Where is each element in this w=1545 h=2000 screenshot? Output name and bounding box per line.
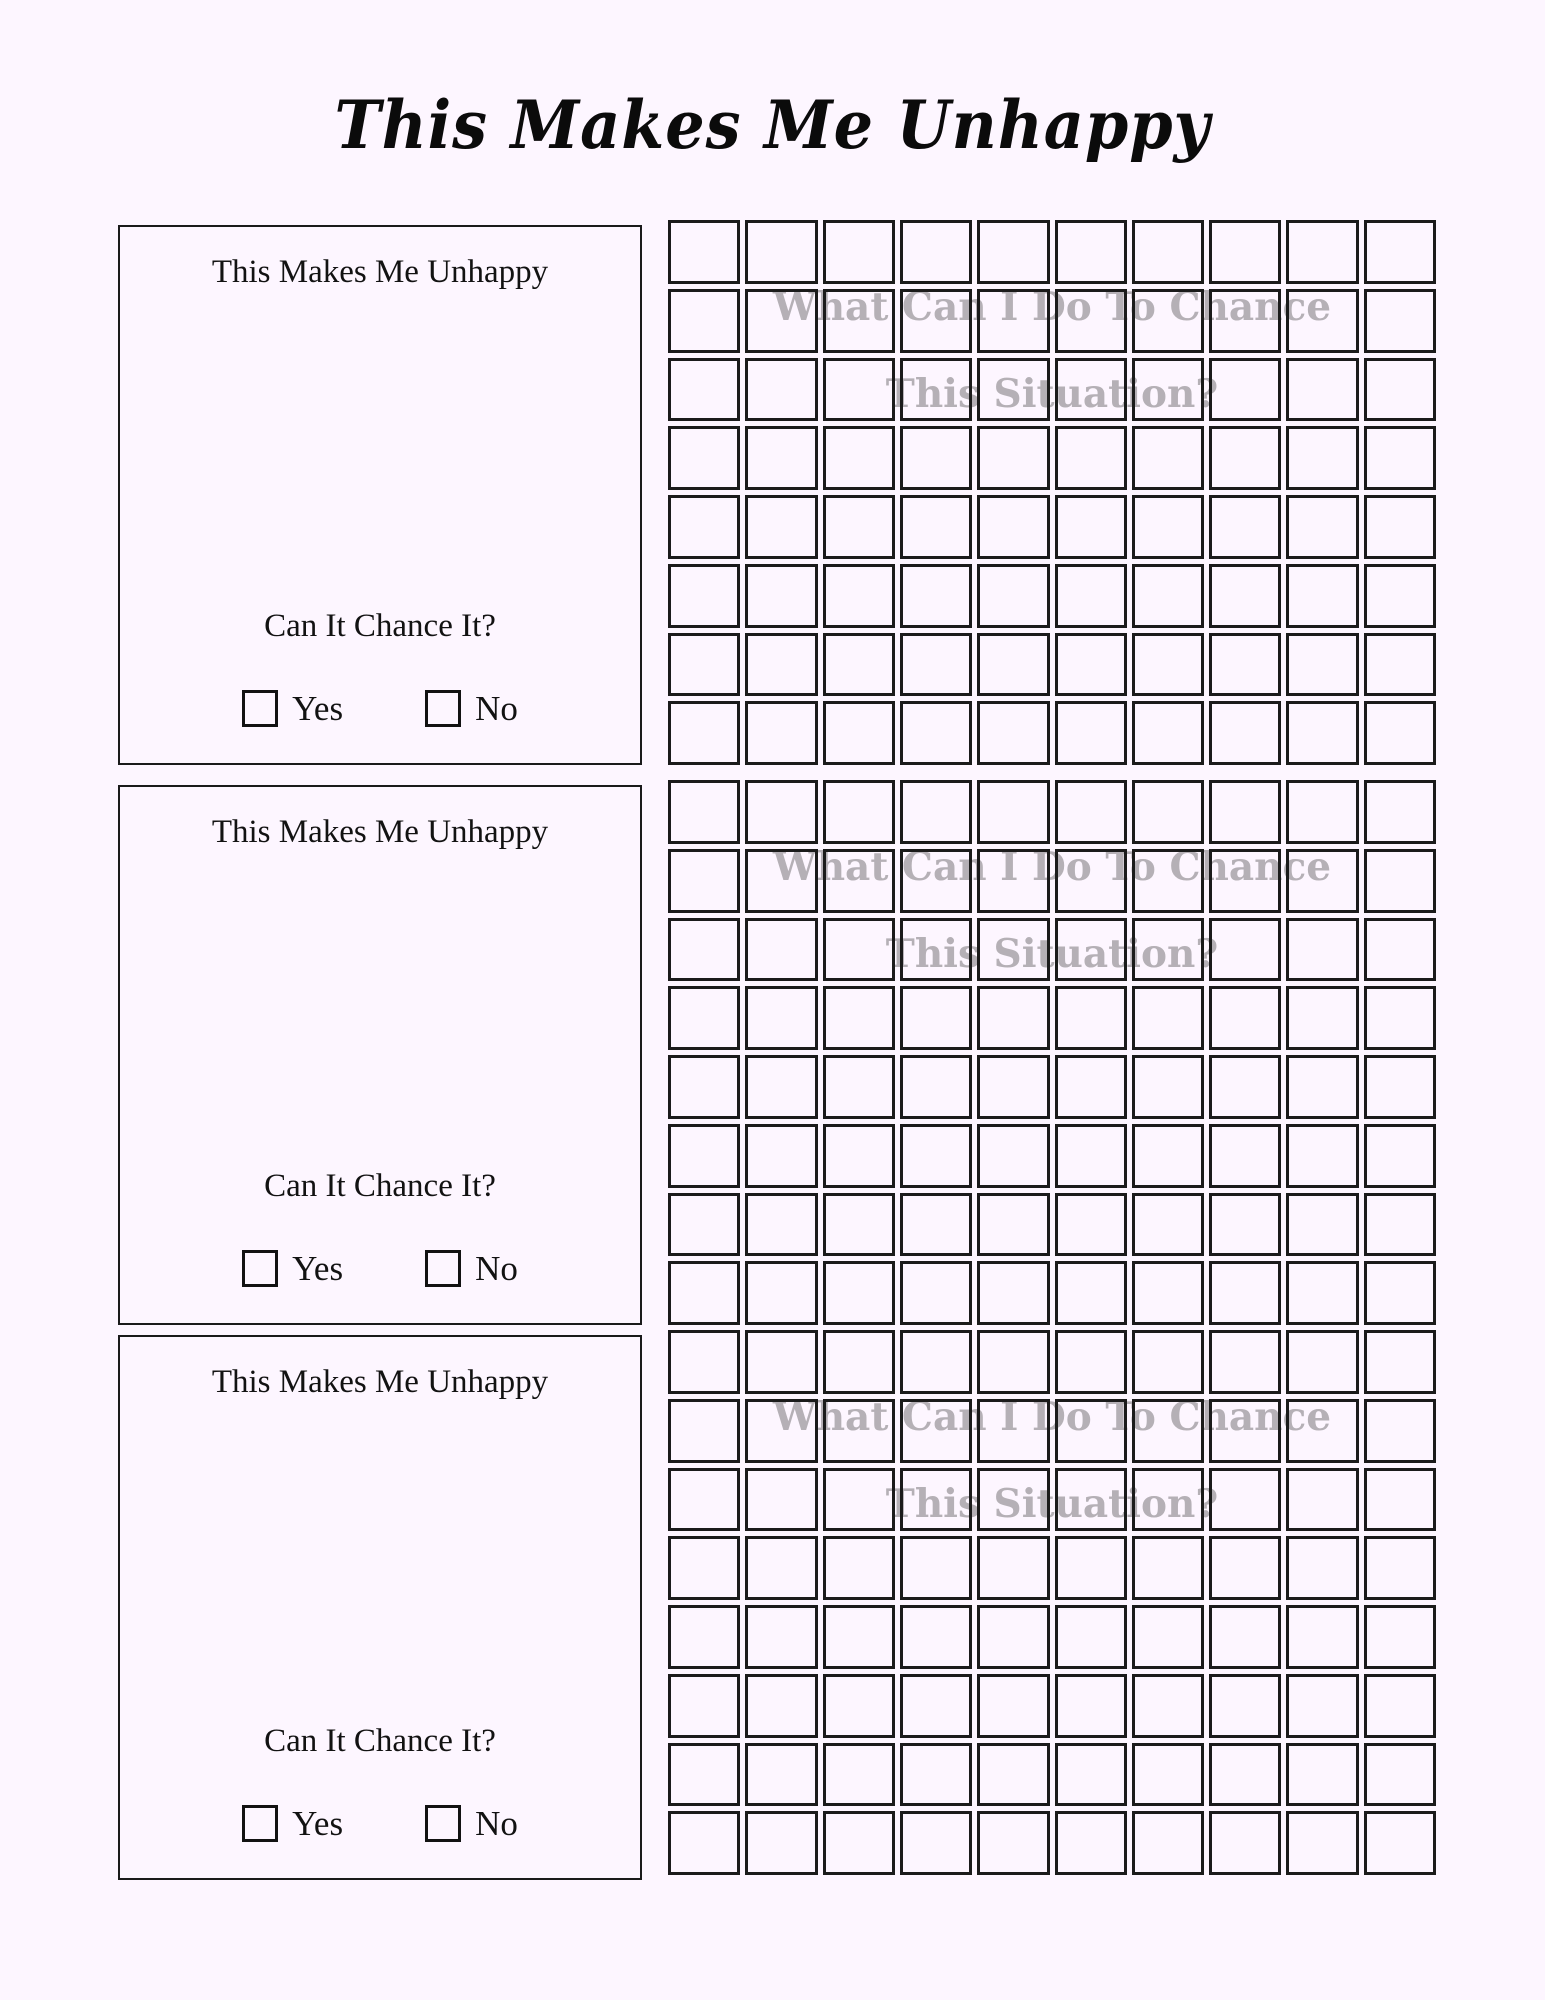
action-cell[interactable] (1132, 426, 1204, 490)
action-cell[interactable] (1286, 633, 1358, 697)
action-cell[interactable] (823, 1124, 895, 1188)
action-cell[interactable] (1286, 1743, 1358, 1807)
action-cell[interactable] (745, 358, 817, 422)
action-cell[interactable] (1364, 780, 1436, 844)
grid-watermark-line-2b: This Situation? (885, 931, 1219, 978)
action-cell[interactable] (1209, 358, 1281, 422)
action-cell[interactable] (1364, 289, 1436, 353)
action-cell[interactable] (1364, 1124, 1436, 1188)
action-cell[interactable] (823, 1674, 895, 1738)
action-cell[interactable] (1364, 1811, 1436, 1875)
action-cell[interactable] (668, 220, 740, 284)
action-cell[interactable] (1209, 1055, 1281, 1119)
action-cell[interactable] (745, 1468, 817, 1532)
action-cell[interactable] (1286, 1536, 1358, 1600)
action-cell[interactable] (823, 1399, 895, 1463)
action-cell[interactable] (1055, 1605, 1127, 1669)
action-cell[interactable] (900, 358, 972, 422)
action-cell[interactable] (900, 633, 972, 697)
action-cell[interactable] (1286, 701, 1358, 765)
action-cell[interactable] (823, 1193, 895, 1257)
action-cell[interactable] (900, 564, 972, 628)
panel-question-3: Can It Chance It? (264, 1723, 496, 1759)
action-cell[interactable] (823, 1330, 895, 1394)
action-cell[interactable] (823, 986, 895, 1050)
action-cell[interactable] (1286, 849, 1358, 913)
action-cell[interactable] (977, 849, 1049, 913)
action-cell[interactable] (1132, 1055, 1204, 1119)
action-cell[interactable] (900, 780, 972, 844)
action-cell[interactable] (1132, 1468, 1204, 1532)
action-cell[interactable] (1286, 1124, 1358, 1188)
action-cell[interactable] (1209, 1193, 1281, 1257)
action-cell[interactable] (745, 633, 817, 697)
panel-heading-1: This Makes Me Unhappy (211, 254, 549, 290)
choice-row-3 (120, 1805, 640, 1842)
choice-no-1[interactable] (425, 690, 518, 727)
action-cell[interactable] (977, 1674, 1049, 1738)
action-cell[interactable] (1286, 1605, 1358, 1669)
action-cell[interactable] (1364, 918, 1436, 982)
action-cell[interactable] (668, 1330, 740, 1394)
action-cell[interactable] (1364, 1330, 1436, 1394)
action-cell[interactable] (1364, 564, 1436, 628)
action-cell[interactable] (823, 220, 895, 284)
action-cell[interactable] (1286, 1193, 1358, 1257)
action-cell[interactable] (1055, 1468, 1127, 1532)
action-cell[interactable] (745, 495, 817, 559)
action-cell[interactable] (823, 1468, 895, 1532)
action-cell[interactable] (1209, 220, 1281, 284)
action-cell[interactable] (1055, 1743, 1127, 1807)
action-cell[interactable] (1209, 564, 1281, 628)
action-cell[interactable] (668, 1743, 740, 1807)
action-cell[interactable] (1055, 1330, 1127, 1394)
action-grid-3[interactable] (668, 1330, 1436, 1875)
action-cell[interactable] (1132, 780, 1204, 844)
action-cell[interactable] (1209, 1124, 1281, 1188)
action-cell[interactable] (1209, 289, 1281, 353)
action-cell[interactable] (1055, 1674, 1127, 1738)
action-cell[interactable] (1132, 358, 1204, 422)
action-cell[interactable] (977, 1743, 1049, 1807)
choice-yes-label-1: Yes (292, 689, 344, 728)
action-cell[interactable] (745, 1399, 817, 1463)
action-cell[interactable] (1055, 1055, 1127, 1119)
choice-no-label-2: No (475, 1249, 518, 1288)
action-cell[interactable] (1055, 633, 1127, 697)
action-cell[interactable] (1132, 1605, 1204, 1669)
action-cell[interactable] (900, 918, 972, 982)
action-cell[interactable] (1055, 1124, 1127, 1188)
grid-watermark-line-1a: What Can I Do To Chance (772, 283, 1332, 330)
choice-row-1 (120, 690, 640, 727)
action-cell[interactable] (977, 1055, 1049, 1119)
action-cell[interactable] (1132, 1124, 1204, 1188)
action-cell[interactable] (1364, 1743, 1436, 1807)
action-cell[interactable] (1209, 780, 1281, 844)
action-cell[interactable] (823, 849, 895, 913)
action-cell[interactable] (977, 1536, 1049, 1600)
action-cell[interactable] (745, 1261, 817, 1325)
action-cell[interactable] (977, 1330, 1049, 1394)
panel-heading-3: This Makes Me Unhappy (211, 1364, 549, 1400)
action-cell[interactable] (823, 1261, 895, 1325)
action-cell[interactable] (823, 1055, 895, 1119)
action-cell[interactable] (1209, 918, 1281, 982)
action-cell[interactable] (823, 701, 895, 765)
action-cell[interactable] (823, 426, 895, 490)
action-cell[interactable] (745, 780, 817, 844)
unhappy-entry-panel-2[interactable] (118, 785, 642, 1325)
action-cell[interactable] (977, 1468, 1049, 1532)
action-cell[interactable] (745, 289, 817, 353)
choice-no-label-3: No (475, 1804, 518, 1843)
action-cell[interactable] (1364, 426, 1436, 490)
action-cell[interactable] (745, 426, 817, 490)
action-cell[interactable] (977, 495, 1049, 559)
action-cell[interactable] (1132, 1743, 1204, 1807)
action-cell[interactable] (1364, 1055, 1436, 1119)
action-cell[interactable] (900, 1261, 972, 1325)
action-cell[interactable] (1209, 1674, 1281, 1738)
action-cell[interactable] (1209, 986, 1281, 1050)
choice-no-3[interactable] (425, 1805, 518, 1842)
action-cell[interactable] (900, 1193, 972, 1257)
action-cell[interactable] (900, 1743, 972, 1807)
action-cell[interactable] (1209, 1811, 1281, 1875)
action-cell[interactable] (823, 358, 895, 422)
action-cell[interactable] (1132, 1674, 1204, 1738)
action-cell[interactable] (668, 986, 740, 1050)
action-cell[interactable] (1055, 986, 1127, 1050)
action-cell[interactable] (977, 1261, 1049, 1325)
action-cell[interactable] (900, 1674, 972, 1738)
action-cell[interactable] (1055, 780, 1127, 844)
action-cell[interactable] (900, 495, 972, 559)
action-cell[interactable] (1209, 1330, 1281, 1394)
action-cell[interactable] (977, 918, 1049, 982)
action-cell[interactable] (1055, 1536, 1127, 1600)
action-cell[interactable] (1132, 1536, 1204, 1600)
action-cell[interactable] (668, 780, 740, 844)
action-cell[interactable] (1132, 849, 1204, 913)
action-cell[interactable] (668, 633, 740, 697)
action-cell[interactable] (1055, 918, 1127, 982)
action-cell[interactable] (1209, 1399, 1281, 1463)
action-cell[interactable] (668, 1124, 740, 1188)
action-cell[interactable] (900, 849, 972, 913)
action-cell[interactable] (977, 564, 1049, 628)
action-cell[interactable] (745, 1811, 817, 1875)
action-cell[interactable] (745, 1674, 817, 1738)
action-cell[interactable] (1286, 1330, 1358, 1394)
action-cell[interactable] (668, 564, 740, 628)
action-cell[interactable] (977, 986, 1049, 1050)
action-cell[interactable] (1364, 495, 1436, 559)
action-cell[interactable] (668, 701, 740, 765)
action-cell[interactable] (1286, 1811, 1358, 1875)
action-cell[interactable] (823, 289, 895, 353)
action-cell[interactable] (668, 1674, 740, 1738)
choice-yes-2[interactable] (242, 1250, 343, 1287)
page-title: This Makes Me Unhappy (334, 86, 1211, 164)
unhappy-entry-panel-3[interactable] (118, 1335, 642, 1880)
checkbox-no-icon-3[interactable] (425, 1805, 461, 1842)
action-cell[interactable] (1055, 1811, 1127, 1875)
action-cell[interactable] (977, 701, 1049, 765)
action-cell[interactable] (900, 1399, 972, 1463)
action-cell[interactable] (745, 1330, 817, 1394)
action-cell[interactable] (668, 1605, 740, 1669)
action-cell[interactable] (823, 1743, 895, 1807)
action-cell[interactable] (823, 633, 895, 697)
action-cell[interactable] (1286, 1674, 1358, 1738)
action-cell[interactable] (1286, 495, 1358, 559)
action-cell[interactable] (1286, 1261, 1358, 1325)
choice-no-label-1: No (475, 689, 518, 728)
action-cell[interactable] (1286, 564, 1358, 628)
action-cell[interactable] (900, 1124, 972, 1188)
checkbox-yes-icon-3[interactable] (242, 1805, 278, 1842)
action-cell[interactable] (977, 633, 1049, 697)
action-cell[interactable] (1055, 564, 1127, 628)
action-cell[interactable] (1209, 1605, 1281, 1669)
action-grid-wrap-2 (668, 780, 1436, 1325)
action-cell[interactable] (1209, 1743, 1281, 1807)
action-cell[interactable] (1209, 701, 1281, 765)
action-cell[interactable] (1055, 220, 1127, 284)
action-cell[interactable] (1132, 1193, 1204, 1257)
panel-question-2: Can It Chance It? (264, 1168, 496, 1204)
panel-writing-area-2[interactable] (130, 872, 630, 1172)
action-cell[interactable] (823, 1811, 895, 1875)
action-cell[interactable] (1364, 986, 1436, 1050)
choice-yes-3[interactable] (242, 1805, 343, 1842)
action-cell[interactable] (745, 1605, 817, 1669)
action-cell[interactable] (1286, 986, 1358, 1050)
action-cell[interactable] (823, 1605, 895, 1669)
action-cell[interactable] (900, 426, 972, 490)
action-cell[interactable] (823, 1536, 895, 1600)
action-cell[interactable] (1055, 701, 1127, 765)
action-cell[interactable] (900, 1811, 972, 1875)
action-cell[interactable] (668, 358, 740, 422)
action-cell[interactable] (668, 1055, 740, 1119)
action-cell[interactable] (668, 1536, 740, 1600)
action-cell[interactable] (668, 918, 740, 982)
action-cell[interactable] (900, 220, 972, 284)
action-cell[interactable] (1132, 564, 1204, 628)
action-cell[interactable] (668, 1261, 740, 1325)
action-cell[interactable] (1132, 701, 1204, 765)
action-cell[interactable] (1132, 495, 1204, 559)
choice-row-2 (120, 1250, 640, 1287)
action-cell[interactable] (1209, 495, 1281, 559)
action-cell[interactable] (1132, 1330, 1204, 1394)
action-cell[interactable] (977, 1124, 1049, 1188)
action-cell[interactable] (1286, 289, 1358, 353)
action-cell[interactable] (1055, 1193, 1127, 1257)
action-cell[interactable] (900, 1536, 972, 1600)
action-cell[interactable] (977, 780, 1049, 844)
action-cell[interactable] (1055, 1399, 1127, 1463)
action-cell[interactable] (823, 780, 895, 844)
action-cell[interactable] (977, 358, 1049, 422)
action-cell[interactable] (900, 1330, 972, 1394)
action-cell[interactable] (977, 1193, 1049, 1257)
checkbox-yes-icon-1[interactable] (242, 690, 278, 727)
action-cell[interactable] (668, 1811, 740, 1875)
action-cell[interactable] (745, 1743, 817, 1807)
action-cell[interactable] (977, 220, 1049, 284)
action-cell[interactable] (668, 495, 740, 559)
action-cell[interactable] (1132, 1811, 1204, 1875)
action-cell[interactable] (1286, 220, 1358, 284)
action-cell[interactable] (1286, 1055, 1358, 1119)
action-cell[interactable] (1364, 849, 1436, 913)
action-cell[interactable] (1132, 220, 1204, 284)
action-cell[interactable] (823, 495, 895, 559)
choice-yes-1[interactable] (242, 690, 343, 727)
panel-writing-area-1[interactable] (130, 312, 630, 612)
action-grid-wrap-3 (668, 1330, 1436, 1875)
action-cell[interactable] (745, 1055, 817, 1119)
action-cell[interactable] (1364, 358, 1436, 422)
action-cell[interactable] (745, 849, 817, 913)
checkbox-no-icon-2[interactable] (425, 1250, 461, 1287)
action-cell[interactable] (1055, 289, 1127, 353)
action-cell[interactable] (1132, 986, 1204, 1050)
action-cell[interactable] (1209, 633, 1281, 697)
action-cell[interactable] (745, 986, 817, 1050)
action-cell[interactable] (1209, 426, 1281, 490)
action-cell[interactable] (977, 289, 1049, 353)
action-cell[interactable] (977, 1605, 1049, 1669)
action-cell[interactable] (1132, 1399, 1204, 1463)
action-cell[interactable] (900, 289, 972, 353)
action-cell[interactable] (1286, 1468, 1358, 1532)
action-cell[interactable] (668, 426, 740, 490)
action-cell[interactable] (668, 1468, 740, 1532)
action-cell[interactable] (1364, 1536, 1436, 1600)
action-cell[interactable] (1055, 1261, 1127, 1325)
choice-yes-label-3: Yes (292, 1804, 344, 1843)
action-cell[interactable] (668, 1193, 740, 1257)
action-cell[interactable] (900, 1055, 972, 1119)
action-cell[interactable] (745, 1124, 817, 1188)
action-cell[interactable] (823, 564, 895, 628)
action-cell[interactable] (1364, 220, 1436, 284)
action-cell[interactable] (1286, 426, 1358, 490)
action-cell[interactable] (1364, 701, 1436, 765)
grid-watermark-line-3b: This Situation? (885, 1481, 1219, 1528)
action-cell[interactable] (668, 289, 740, 353)
action-cell[interactable] (977, 426, 1049, 490)
action-cell[interactable] (900, 1605, 972, 1669)
panel-heading-2: This Makes Me Unhappy (211, 814, 549, 850)
action-cell[interactable] (668, 1399, 740, 1463)
action-cell[interactable] (1055, 495, 1127, 559)
action-cell[interactable] (1364, 1605, 1436, 1669)
action-cell[interactable] (745, 1193, 817, 1257)
action-cell[interactable] (977, 1399, 1049, 1463)
action-cell[interactable] (1286, 358, 1358, 422)
action-cell[interactable] (745, 564, 817, 628)
action-cell[interactable] (1209, 1536, 1281, 1600)
action-cell[interactable] (1055, 358, 1127, 422)
action-cell[interactable] (1132, 1261, 1204, 1325)
action-cell[interactable] (1209, 1261, 1281, 1325)
choice-yes-label-2: Yes (292, 1249, 344, 1288)
checkbox-no-icon-1[interactable] (425, 690, 461, 727)
action-cell[interactable] (900, 701, 972, 765)
action-cell[interactable] (1286, 780, 1358, 844)
action-cell[interactable] (900, 1468, 972, 1532)
action-cell[interactable] (1364, 1399, 1436, 1463)
choice-no-2[interactable] (425, 1250, 518, 1287)
action-cell[interactable] (745, 918, 817, 982)
unhappy-entry-panel-1[interactable] (118, 225, 642, 765)
action-cell[interactable] (1132, 918, 1204, 982)
action-cell[interactable] (1364, 1261, 1436, 1325)
action-cell[interactable] (745, 220, 817, 284)
action-cell[interactable] (1209, 1468, 1281, 1532)
action-cell[interactable] (745, 1536, 817, 1600)
grid-watermark-line-3a: What Can I Do To Chance (772, 1393, 1332, 1440)
action-cell[interactable] (1364, 633, 1436, 697)
action-cell[interactable] (1286, 1399, 1358, 1463)
action-cell[interactable] (1364, 1468, 1436, 1532)
action-cell[interactable] (900, 986, 972, 1050)
action-cell[interactable] (1055, 849, 1127, 913)
panel-question-1: Can It Chance It? (264, 608, 496, 644)
action-cell[interactable] (1209, 849, 1281, 913)
checkbox-yes-icon-2[interactable] (242, 1250, 278, 1287)
action-cell[interactable] (1055, 426, 1127, 490)
action-cell[interactable] (1286, 918, 1358, 982)
action-cell[interactable] (668, 849, 740, 913)
action-grid-wrap-1 (668, 220, 1436, 765)
action-cell[interactable] (823, 918, 895, 982)
grid-watermark-line-1b: This Situation? (885, 371, 1219, 418)
panel-writing-area-3[interactable] (130, 1422, 630, 1722)
action-cell[interactable] (1364, 1674, 1436, 1738)
action-grid-2[interactable] (668, 780, 1436, 1325)
action-grid-1[interactable] (668, 220, 1436, 765)
action-cell[interactable] (1132, 289, 1204, 353)
action-cell[interactable] (977, 1811, 1049, 1875)
grid-watermark-line-2a: What Can I Do To Chance (772, 843, 1332, 890)
action-cell[interactable] (1364, 1193, 1436, 1257)
action-cell[interactable] (745, 701, 817, 765)
action-cell[interactable] (1132, 633, 1204, 697)
